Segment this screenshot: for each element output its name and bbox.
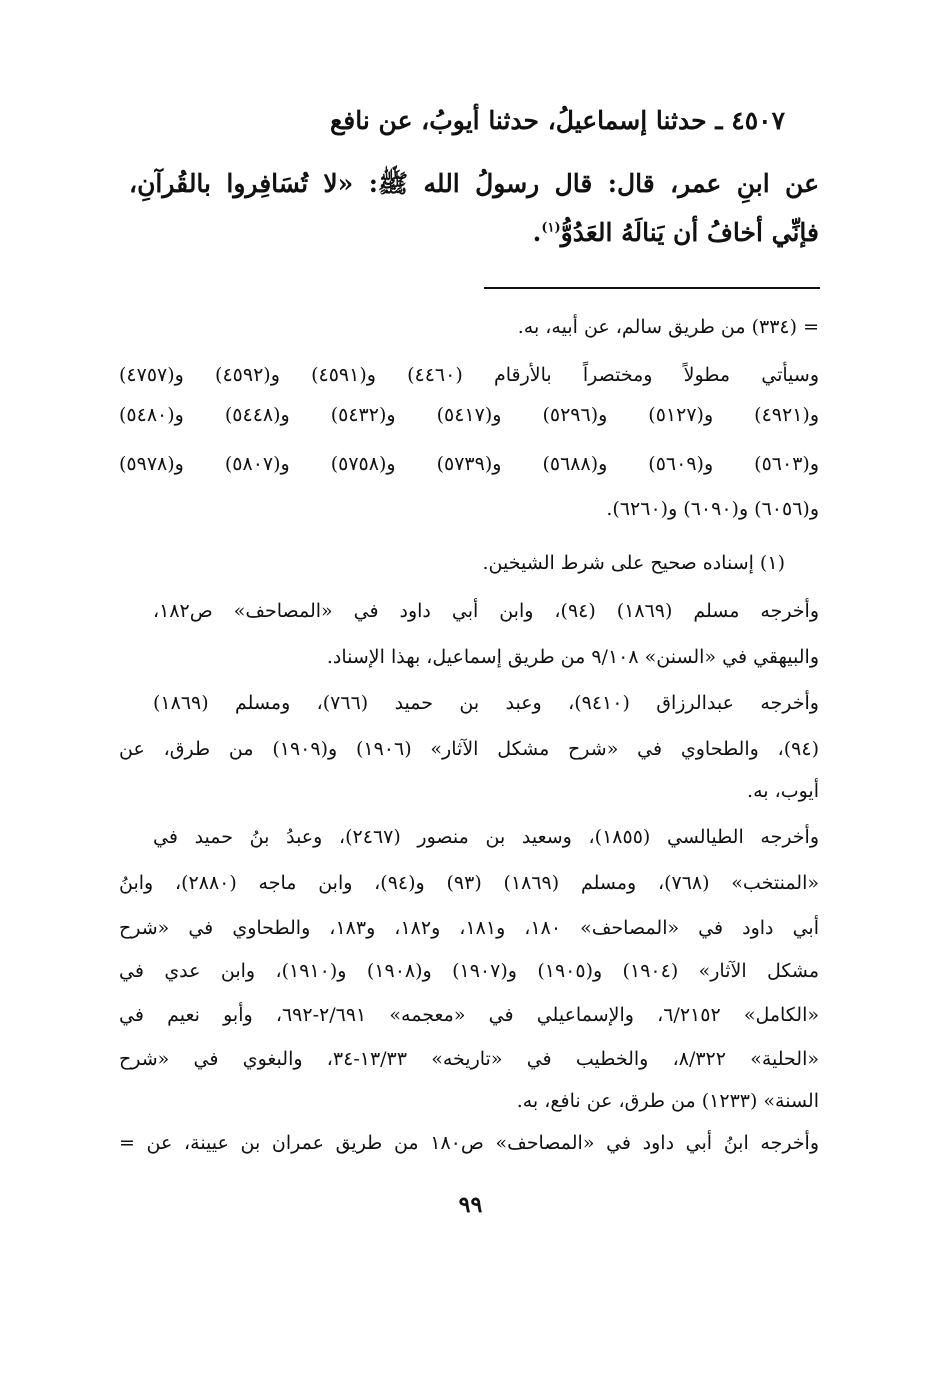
footnote-1-line-5: (٩٤)، والطحاوي في «شرح مشكل الآثار» (١٩٠٦) و(١٩٠٩) من طرق، عن	[119, 738, 819, 760]
hadith-line-3-text: فإنِّي أخافُ أن يَنالَهُ العَدُوُّ	[560, 218, 819, 247]
footnote-continuation-line-5: و(٦٠٥٦) و(٦٠٩٠) و(٦٢٦٠).	[606, 498, 819, 520]
footnote-1-line-10: مشكل الآثار» (١٩٠٤) و(١٩٠٥) و(١٩٠٧) و(١٩٠٨) و(١٩١٠)، وابن عدي في	[119, 960, 820, 982]
footnote-1-line-13: السنة» (١٢٣٣) من طرق، عن نافع، به.	[516, 1090, 819, 1112]
hadith-line-3	[533, 218, 819, 247]
footnote-1-line-2: وأخرجه مسلم (١٨٦٩) (٩٤)، وابن أبي داود في «المصاحف» ص١٨٢،	[153, 600, 819, 622]
footnote-1-line-12: «الحلية» ٨/٣٢٢، والخطيب في «تاريخه» ١٣/٣٣-٣٤، والبغوي في «شرح	[119, 1048, 820, 1070]
footnote-1-line-9: أبي داود في «المصاحف» ١٨٠، و١٨١، و١٨٢، و١٨٣، والطحاوي في «شرح	[119, 917, 819, 939]
footnote-1-line-14: وأخرجه ابنُ أبي داود في «المصاحف» ص١٨٠ من طريق عمران بن عيينة، عن =	[119, 1132, 819, 1154]
footnote-continuation-line-3: و(٤٩٢١) و(٥١٢٧) و(٥٢٩٦) و(٥٤١٧) و(٥٤٣٢) و(٥٤٤٨) و(٥٤٨٠)	[119, 404, 819, 426]
footnote-1-line-6: أيوب، به.	[747, 780, 819, 802]
page-number: ٩٩	[458, 1192, 483, 1218]
footnote-ref-1[interactable]: (١)	[541, 220, 561, 236]
footnote-1-line-4: وأخرجه عبدالرزاق (٩٤١٠)، وعبد بن حميد (٧٦٦)، ومسلم (١٨٦٩)	[153, 692, 819, 714]
footnote-continuation-line-4: و(٥٦٠٣) و(٥٦٠٩) و(٥٦٨٨) و(٥٧٣٩) و(٥٧٥٨) و(٥٨٠٧) و(٥٩٧٨)	[119, 453, 819, 475]
footnote-1-line-3: والبيهقي في «السنن» ٩/١٠٨ من طريق إسماعيل، بهذا الإسناد.	[326, 646, 819, 668]
hadith-line-1: ٤٥٠٧ ـ حدثنا إسماعيلُ، حدثنا أيوبُ، عن نافع	[330, 106, 785, 135]
footnote-1-line-8: «المنتخب» (٧٦٨)، ومسلم (١٨٦٩) (٩٣) و(٩٤)، وابن ماجه (٢٨٨٠)، وابنُ	[119, 872, 819, 894]
footnote-continuation-line-1: = (٣٣٤) من طريق سالم، عن أبيه، به.	[517, 316, 819, 338]
footnote-continuation-line-2: وسيأتي مطولاً ومختصراً بالأرقام (٤٤٦٠) و(٤٥٩١) و(٤٥٩٢) و(٤٧٥٧)	[119, 364, 820, 386]
footnote-1-line-11: «الكامل» ٦/٢١٥٢، والإسماعيلي في «معجمه» ٢/٦٩١-٦٩٢، وأبو نعيم في	[119, 1004, 819, 1026]
hadith-end-punct: .	[532, 218, 542, 247]
hadith-line-2: عن ابنِ عمر، قال: قال رسولُ الله ﷺ: «لا تُسَافِروا بالقُرآنِ،	[129, 169, 819, 198]
footnote-separator	[484, 287, 820, 289]
footnote-1-line-7: وأخرجه الطيالسي (١٨٥٥)، وسعيد بن منصور (٢٤٦٧)، وعبدُ بنُ حميد في	[153, 826, 820, 848]
footnote-1-line-1: (١) إسناده صحيح على شرط الشيخين.	[482, 552, 785, 574]
